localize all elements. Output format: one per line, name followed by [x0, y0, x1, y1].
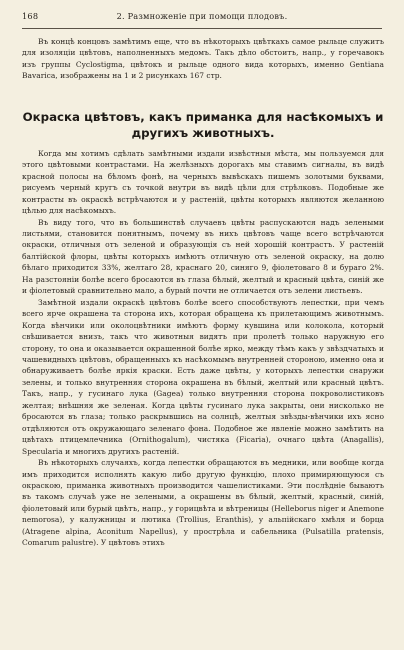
paragraph: Въ виду того, что въ большинствѣ случаевъ цвѣты распускаются надъ зелеными листьями, становится понятнымъ, почему въ нихъ цвѣтовъ чаще всего встрѣчаются окраски, отличныя отъ зеленой и образующія съ ней хорошій контрастъ. У растеній балтійской флоры, цвѣты которыхъ имѣютъ отличную отъ зеленой окраску, на долю бѣлаго приходится 33%, желтаго 28, краснаго 20, синяго 9, фіолетоваго 8 и бураго 2%. На разстояніи болѣе всего бросаются въ глаза бѣлый, желтый и красный цвѣта, синій же и фіолетовый сравнительно мало, а бурый почти не отличается отъ зелени листьевъ. [22, 217, 384, 296]
header-rule [22, 28, 382, 29]
section-heading: Окраска цвѣтовъ, какъ приманка для насѣкомыхъ и другихъ животныхъ. [22, 109, 384, 140]
page-header [22, 11, 382, 25]
paragraph: Замѣтной издали окраскѣ цвѣтовъ болѣе всего способствуютъ лепестки, при чемъ всего ярче окрашена та сторона ихъ, которая обращена къ прилетающимъ животнымъ. Когда вѣнчики или околоцвѣтники имѣютъ форму кувшина или колокола, который свѣшивается внизъ, такъ что животныя видятъ при пролетѣ только наружную его сторону, то она и оказывается окрашенной болѣе ярко, между тѣмъ какъ у звѣздчатыхъ и чашевидныхъ цвѣтовъ, обращенныхъ къ насѣкомымъ внутренней стороною, именно она и обнаруживаетъ болѣе яркія краски. Есть даже цвѣты, у которыхъ лепестки снаружи зелены, и только внутренняя сторона окрашена въ бѣлый, желтый или красный цвѣтъ. Такъ, напр., у гусинаго лука (Gagea) только внутренняя сторона покроволистиковъ желтая; внѣшняя же зеленая. Когда цвѣты гусинаго лука закрыты, они нисколько не бросаются въ глаза; только раскрывшись на солнцѣ, желтыя звѣзды-вѣнчики ихъ ясно отдѣляются отъ окружающаго зеленаго фона. Подобное же явленіе можно замѣтить на цвѣтахъ птицемлечника (Ornithogalum), чистяка (Ficaria), очнаго цвѣта (Anagallis), Specularia и многихъ другихъ растеній. [22, 297, 384, 456]
page-number: 168 [22, 11, 39, 21]
page-body [22, 36, 384, 549]
paragraph: Когда мы хотимъ сдѣлать замѣтными издали извѣстныя мѣста, мы пользуемся для этого цвѣтовыми контрастами. На желѣзныхъ дорогахъ мы ставимъ сигналы, въ видѣ красной полосы на бѣломъ фонѣ, на черныхъ вывѣскахъ пишемъ золотыми буквами, рисуемъ черный кругъ съ точкой внутри въ видѣ цѣли для стрѣлковъ. Подобные же контрасты въ окраскѣ встрѣчаются и у растеній, цвѣты которыхъ являются желанною цѣлью для насѣкомыхъ. [22, 148, 384, 216]
paragraph: Въ нѣкоторыхъ случаяхъ, когда лепестки обращаются въ медники, или вообще когда имъ приходится исполнять какую либо другую функцію, плохо примиряющуюся съ окраскою, приманка животныхъ производится чашелистиками. Эти послѣдніе бываютъ въ такомъ случаѣ уже не зелеными, а окрашены въ бѣлый, желтый, красный, синій, фіолетовый или бурый цвѣтъ, напр., у горицвѣта и вѣтреницы (Helleborus niger и Anemone nemorosa), у калужницы и лютика (Trollius, Eranthis), у альпійскаго хмѣля и борца (Atragene alpina, Aconitum Napellus), у прострѣла и сабельника (Pulsatilla pratensis, Comarum palustre). У цвѣтовъ этихъ [22, 458, 384, 548]
intro-paragraph: Въ концѣ концовъ замѣтимъ еще, что въ нѣкоторыхъ цвѣткахъ самое рыльце служитъ для изоляціи цвѣтовъ, наполненныхъ медомъ. Такъ дѣло обстоитъ, напр., у горечавокъ изъ группы Cyclostigma, цвѣтокъ и рыльце одного вида которыхъ, именно Gentiana Bavarica, изображены на 1 и 2 рисункахъ 167 стр. [22, 37, 384, 81]
running-title: 2. Размноженіе при помощи плодовъ. [116, 11, 288, 21]
